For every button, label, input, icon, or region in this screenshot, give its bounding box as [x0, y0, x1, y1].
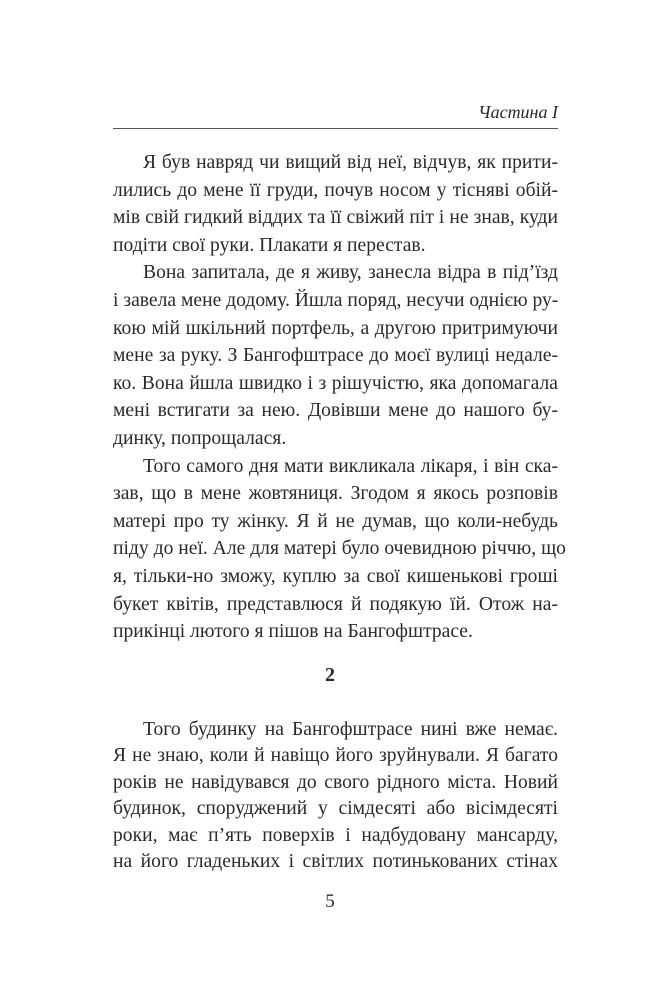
text-line: мені встигати за нею. Довівши мене до нашого бу- [113, 400, 558, 422]
text-line: букет квітів, представлюся й подякую їй. Отож на- [113, 593, 558, 615]
text-line: динку, попрощалася. [113, 427, 287, 449]
text-line: зав, що в мене жовтяниця. Згодом я якось розповів [113, 483, 558, 505]
text-line: мів свій гидкий віддих та її свіжий піт і не знав, куди [113, 207, 558, 229]
text-line: будинок, споруджений у сімдесяті або вісімдесяті [113, 798, 558, 820]
text-block-chapter-1 [113, 149, 566, 646]
text-line: матері про ту жінку. Я й не думав, що коли-небудь [113, 510, 558, 532]
text-line: роки, має п’ять поверхів і надбудовану мансарду, [113, 824, 558, 846]
text-line: піду до неї. Але для матері було очевидною річчю, що [113, 538, 566, 560]
text-line: ко. Вона йшла швидко і з рішучістю, яка допомагала [113, 372, 558, 394]
text-line: Того будинку на Бангофштрасе нині вже немає. [143, 719, 558, 740]
running-header: Частина I [478, 102, 558, 122]
text-block-chapter-2 [113, 717, 558, 875]
text-line: прикінці лютого я пішов на Бангофштрасе. [113, 621, 473, 643]
section-heading: 2 [325, 664, 335, 686]
text-line: мене за руку. З Бангофштрасе до моєї вулиці недале- [113, 345, 558, 367]
text-line: Я був навряд чи вищий від неї, відчув, як прити- [143, 152, 558, 173]
text-line: кою мій шкільний портфель, а другою притримуючи [113, 317, 558, 339]
page-number: 5 [325, 891, 335, 912]
text-line: Вона запитала, де я живу, занесла відра в під’їзд [143, 262, 558, 284]
paragraph [113, 453, 566, 646]
paragraph [113, 717, 558, 875]
paragraph [113, 149, 558, 259]
header-rule [113, 128, 558, 129]
text-line: Я не знаю, коли й навіщо його зруйнували. Я багато [113, 745, 558, 767]
text-line: подіти свої руки. Плакати я перестав. [113, 234, 426, 256]
text-line: я, тільки-но зможу, куплю за свої кишенькові гроші [113, 565, 558, 587]
text-line: лились до мене її груди, почув носом у тісняві обій- [113, 179, 558, 201]
text-line: і завела мене додому. Йшла поряд, несучи однією ру- [113, 289, 559, 311]
paragraph [113, 259, 558, 452]
text-line: років не навідувався до свого рідного міста. Новий [113, 771, 558, 793]
text-line: на його гладеньких і світлих потинькованих стінах [113, 851, 558, 873]
text-line: Того самого дня мати викликала лікаря, і він ска- [143, 455, 558, 477]
